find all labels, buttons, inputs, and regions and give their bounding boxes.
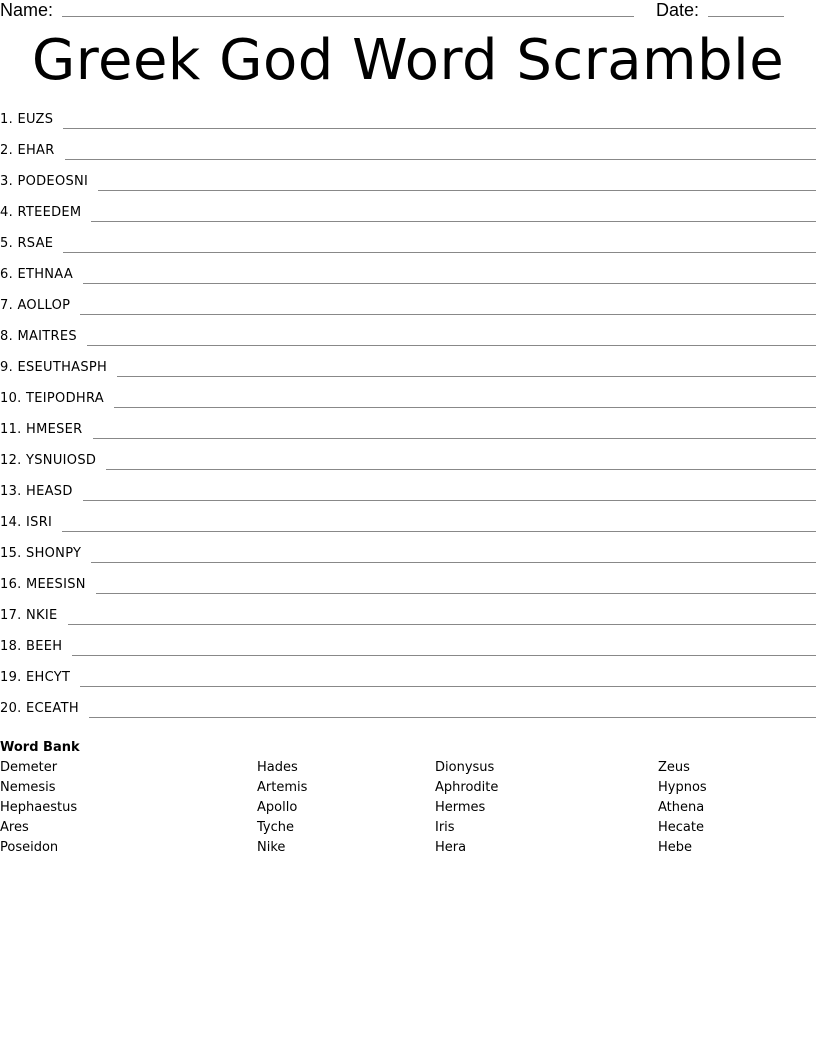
word-bank-word: Ares <box>0 820 29 835</box>
worksheet-header <box>0 0 816 24</box>
scrambled-word: YSNUIOSD <box>26 453 97 468</box>
answer-line[interactable] <box>91 544 816 563</box>
scrambled-word: MAITRES <box>17 329 77 344</box>
question-row <box>0 203 816 234</box>
scrambled-word: ESEUTHASPH <box>17 360 108 375</box>
answer-line[interactable] <box>91 203 816 222</box>
question-row <box>0 358 816 389</box>
question-row <box>0 637 816 668</box>
scrambled-word: MEESISN <box>26 577 86 592</box>
question-row <box>0 234 816 265</box>
scrambled-word: EHCYT <box>26 670 71 685</box>
word-bank-title: Word Bank <box>0 740 80 755</box>
word-bank-word: Nike <box>257 840 286 855</box>
scrambled-word: ETHNAA <box>17 267 74 282</box>
word-bank-word: Iris <box>435 820 455 835</box>
answer-line[interactable] <box>114 389 816 408</box>
answer-line[interactable] <box>80 296 816 315</box>
word-bank-column <box>658 758 707 858</box>
scrambled-word: TEIPODHRA <box>26 391 104 406</box>
date-blank-line[interactable] <box>708 16 784 17</box>
question-number: 6. <box>0 267 14 282</box>
question-label <box>0 637 72 657</box>
question-number: 11. <box>0 422 22 437</box>
answer-line[interactable] <box>63 110 816 129</box>
scrambled-word: SHONPY <box>26 546 82 561</box>
answer-line[interactable] <box>80 668 816 687</box>
answer-line[interactable] <box>65 141 816 160</box>
question-label <box>0 296 80 316</box>
word-bank-word: Hypnos <box>658 780 707 795</box>
question-row <box>0 265 816 296</box>
word-bank-word: Zeus <box>658 760 690 775</box>
scrambled-word: RSAE <box>17 236 54 251</box>
question-number: 16. <box>0 577 22 592</box>
word-bank-word: Hecate <box>658 820 704 835</box>
word-bank-word: Demeter <box>0 760 58 775</box>
question-number: 10. <box>0 391 22 406</box>
question-number: 4. <box>0 205 14 220</box>
word-bank-word: Apollo <box>257 800 298 815</box>
question-label <box>0 141 65 161</box>
scrambled-word: HEASD <box>26 484 73 499</box>
answer-line[interactable] <box>87 327 816 346</box>
word-bank-word: Aphrodite <box>435 780 499 795</box>
question-label <box>0 172 98 192</box>
question-number: 2. <box>0 143 14 158</box>
word-bank-word: Hades <box>257 760 298 775</box>
scrambled-word: PODEOSNI <box>17 174 89 189</box>
question-label <box>0 358 117 378</box>
scrambled-word: EUZS <box>17 112 54 127</box>
question-row <box>0 513 816 544</box>
question-row <box>0 389 816 420</box>
scrambled-word: BEEH <box>26 639 63 654</box>
scrambled-word: RTEEDEM <box>17 205 82 220</box>
question-number: 17. <box>0 608 22 623</box>
word-bank-word: Athena <box>658 800 705 815</box>
question-number: 8. <box>0 329 14 344</box>
question-label <box>0 110 63 130</box>
answer-line[interactable] <box>93 420 816 439</box>
word-bank-word: Hera <box>435 840 467 855</box>
word-bank-word: Hermes <box>435 800 486 815</box>
question-label <box>0 265 83 285</box>
scrambled-word: ECEATH <box>26 701 79 716</box>
scrambled-word: HMESER <box>26 422 83 437</box>
answer-line[interactable] <box>68 606 816 625</box>
scrambled-word: ISRI <box>26 515 53 530</box>
question-label <box>0 544 91 564</box>
question-list <box>0 110 816 730</box>
question-number: 9. <box>0 360 14 375</box>
word-bank-word: Hebe <box>658 840 693 855</box>
name-label: Name: <box>0 0 54 20</box>
question-label <box>0 668 80 688</box>
question-label <box>0 389 114 409</box>
question-number: 12. <box>0 453 22 468</box>
word-bank-column <box>257 758 307 858</box>
question-label <box>0 699 89 719</box>
question-number: 1. <box>0 112 14 127</box>
question-number: 15. <box>0 546 22 561</box>
question-number: 20. <box>0 701 22 716</box>
question-row <box>0 668 816 699</box>
answer-line[interactable] <box>89 699 816 718</box>
word-bank-word: Hephaestus <box>0 800 78 815</box>
question-label <box>0 420 93 440</box>
question-label <box>0 513 62 533</box>
question-row <box>0 141 816 172</box>
question-row <box>0 451 816 482</box>
question-label <box>0 234 63 254</box>
question-number: 5. <box>0 236 14 251</box>
word-bank-column <box>435 758 498 858</box>
question-label <box>0 575 96 595</box>
question-row <box>0 606 816 637</box>
question-label <box>0 482 83 502</box>
word-bank-column <box>0 758 77 858</box>
question-row <box>0 296 816 327</box>
word-bank <box>0 738 816 855</box>
question-label <box>0 606 68 626</box>
question-row <box>0 699 816 730</box>
question-row <box>0 482 816 513</box>
question-row <box>0 172 816 203</box>
scrambled-word: NKIE <box>26 608 58 623</box>
question-row <box>0 575 816 606</box>
word-bank-word: Dionysus <box>435 760 495 775</box>
answer-line[interactable] <box>83 265 816 284</box>
worksheet-title: Greek God Word Scramble <box>31 28 785 93</box>
answer-line[interactable] <box>98 172 816 191</box>
name-blank-line[interactable] <box>62 16 634 17</box>
answer-line[interactable] <box>96 575 816 594</box>
word-bank-word: Nemesis <box>0 780 56 795</box>
question-label <box>0 327 87 347</box>
answer-line[interactable] <box>63 234 816 253</box>
question-number: 7. <box>0 298 14 313</box>
question-row <box>0 110 816 141</box>
question-number: 14. <box>0 515 22 530</box>
answer-line[interactable] <box>117 358 816 377</box>
question-number: 13. <box>0 484 22 499</box>
scrambled-word: AOLLOP <box>17 298 71 313</box>
word-bank-word: Artemis <box>257 780 308 795</box>
answer-line[interactable] <box>83 482 816 501</box>
date-label: Date: <box>656 0 700 20</box>
question-row <box>0 327 816 358</box>
word-bank-word: Poseidon <box>0 840 59 855</box>
question-number: 19. <box>0 670 22 685</box>
answer-line[interactable] <box>106 451 816 470</box>
word-bank-word: Tyche <box>257 820 294 835</box>
question-label <box>0 451 106 471</box>
question-number: 18. <box>0 639 22 654</box>
answer-line[interactable] <box>62 513 816 532</box>
question-row <box>0 544 816 575</box>
question-label <box>0 203 91 223</box>
answer-line[interactable] <box>72 637 816 656</box>
question-number: 3. <box>0 174 14 189</box>
question-row <box>0 420 816 451</box>
scrambled-word: EHAR <box>17 143 55 158</box>
